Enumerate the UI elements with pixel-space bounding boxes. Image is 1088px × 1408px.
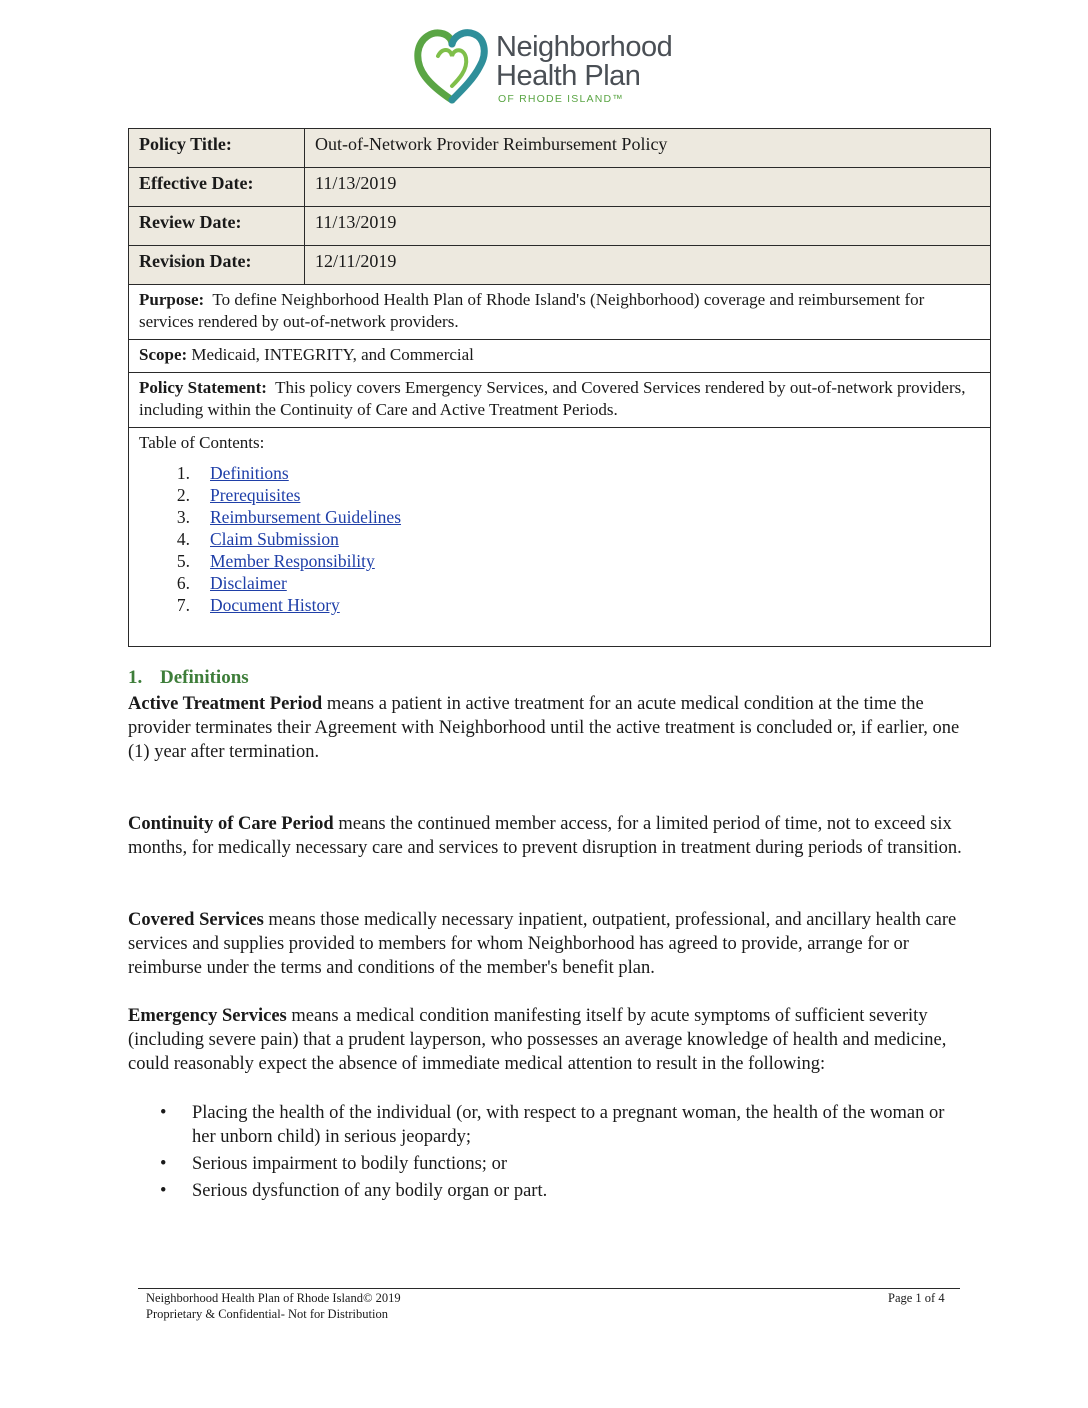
toc-link-document-history[interactable]: Document History [210, 595, 340, 615]
toc-number: 5. [176, 551, 190, 571]
toc-row [129, 428, 991, 647]
policy-title-value: Out-of-Network Provider Reimbursement Policy [305, 129, 991, 168]
scope-text: Medicaid, INTEGRITY, and Commercial [191, 345, 474, 364]
toc-link-claim-submission[interactable]: Claim Submission [210, 529, 339, 549]
effective-date-value: 11/13/2019 [305, 168, 991, 207]
policy-statement-cell [129, 373, 991, 428]
definition-term: Continuity of Care Period [128, 814, 334, 834]
list-item [128, 1101, 968, 1149]
heart-logo-icon [414, 26, 490, 106]
review-date-label: Review Date: [129, 207, 305, 246]
toc-number: 3. [176, 507, 190, 527]
policy-header-table [128, 128, 991, 647]
bullet-text: Serious impairment to bodily functions; or [192, 1154, 507, 1174]
review-date-value: 11/13/2019 [305, 207, 991, 246]
section-title: Definitions [160, 667, 249, 688]
logo-line-1: Neighborhood [496, 31, 673, 63]
revision-date-row [129, 246, 991, 285]
purpose-cell [129, 285, 991, 340]
bullet-text: Serious dysfunction of any bodily organ or part. [192, 1181, 548, 1201]
toc-item [139, 484, 980, 506]
toc-list [139, 462, 980, 616]
toc-item [139, 572, 980, 594]
definition-continuity-of-care-period [128, 812, 968, 860]
bullet-icon: • [160, 1154, 167, 1174]
toc-cell [129, 428, 991, 647]
bullet-text: Placing the health of the individual (or, with respect to a pregnant woman, the health of the woman or her unborn child) in serious jeopardy; [192, 1103, 945, 1147]
toc-link-disclaimer[interactable]: Disclaimer [210, 573, 287, 593]
purpose-label: Purpose: [139, 290, 205, 309]
policy-statement-row [129, 373, 991, 428]
policy-title-row [129, 129, 991, 168]
purpose-row [129, 285, 991, 340]
toc-item [139, 550, 980, 572]
revision-date-value: 12/11/2019 [305, 246, 991, 285]
footer-copyright: Neighborhood Health Plan of Rhode Island© 2019 [146, 1291, 401, 1305]
purpose-text: To define Neighborhood Health Plan of Rhode Island's (Neighborhood) coverage and reimbursement for services rendered by out-of-network providers. [139, 290, 925, 331]
toc-number: 1. [176, 463, 190, 483]
definition-text: means a patient in active treatment for an acute medical condition at the time the provider terminates their Agreement with Neighborhood until the active treatment is concluded or, if earlier, one (1) year after termination. [128, 694, 960, 762]
definition-active-treatment-period [128, 692, 968, 764]
footer-left [146, 1290, 401, 1322]
policy-title-label: Policy Title: [129, 129, 305, 168]
toc-item [139, 594, 980, 616]
effective-date-label: Effective Date: [129, 168, 305, 207]
list-item [128, 1152, 968, 1176]
toc-title: Table of Contents: [139, 433, 265, 452]
definition-term: Covered Services [128, 910, 264, 930]
scope-label: Scope: [139, 345, 188, 364]
emergency-criteria-list [128, 1101, 968, 1206]
bullet-icon: • [160, 1103, 167, 1123]
definition-text: means the continued member access, for a limited period of time, not to exceed six months, for medically necessary care and services to prevent disruption in treatment during periods of transition. [128, 814, 962, 858]
definition-emergency-services [128, 1004, 968, 1076]
toc-number: 4. [176, 529, 190, 549]
definition-text: means those medically necessary inpatient, outpatient, professional, and ancillary health care services and supplies provided to members for whom Neighborhood has agreed to provide, arrange for or reimburse under the terms and conditions of the member's benefit plan. [128, 910, 957, 978]
definition-term: Active Treatment Period [128, 694, 323, 714]
toc-item [139, 506, 980, 528]
toc-link-member-responsibility[interactable]: Member Responsibility [210, 551, 375, 571]
definition-text: means a medical condition manifesting itself by acute symptoms of sufficient severity (including severe pain) that a prudent layperson, who possesses an average knowledge of health and medicine, could reasonably expect the absence of immediate medical attention to result in the following: [128, 1006, 947, 1074]
logo-line-3: OF RHODE ISLAND™ [498, 93, 624, 105]
list-item [128, 1179, 968, 1203]
toc-item [139, 528, 980, 550]
scope-cell [129, 340, 991, 373]
section-heading-definitions [128, 667, 249, 689]
section-number: 1. [128, 667, 143, 688]
definition-covered-services [128, 908, 968, 980]
policy-statement-text: This policy covers Emergency Services, and Covered Services rendered by out-of-network providers, including within the Continuity of Care and Active Treatment Periods. [139, 378, 966, 419]
footer-divider [138, 1288, 960, 1289]
toc-item [139, 462, 980, 484]
toc-number: 7. [176, 595, 190, 615]
effective-date-row [129, 168, 991, 207]
toc-link-reimbursement-guidelines[interactable]: Reimbursement Guidelines [210, 507, 402, 527]
page-number: Page 1 of 4 [888, 1291, 945, 1305]
toc-link-definitions[interactable]: Definitions [210, 463, 289, 483]
toc-number: 2. [176, 485, 190, 505]
policy-statement-label: Policy Statement: [139, 378, 267, 397]
toc-number: 6. [176, 573, 190, 593]
footer-confidential: Proprietary & Confidential- Not for Distribution [146, 1307, 388, 1321]
review-date-row [129, 207, 991, 246]
logo-line-2: Health Plan [496, 60, 641, 92]
toc-link-prerequisites[interactable]: Prerequisites [210, 485, 301, 505]
neighborhood-logo [414, 26, 674, 106]
revision-date-label: Revision Date: [129, 246, 305, 285]
scope-row [129, 340, 991, 373]
bullet-icon: • [160, 1181, 167, 1201]
definition-term: Emergency Services [128, 1006, 287, 1026]
